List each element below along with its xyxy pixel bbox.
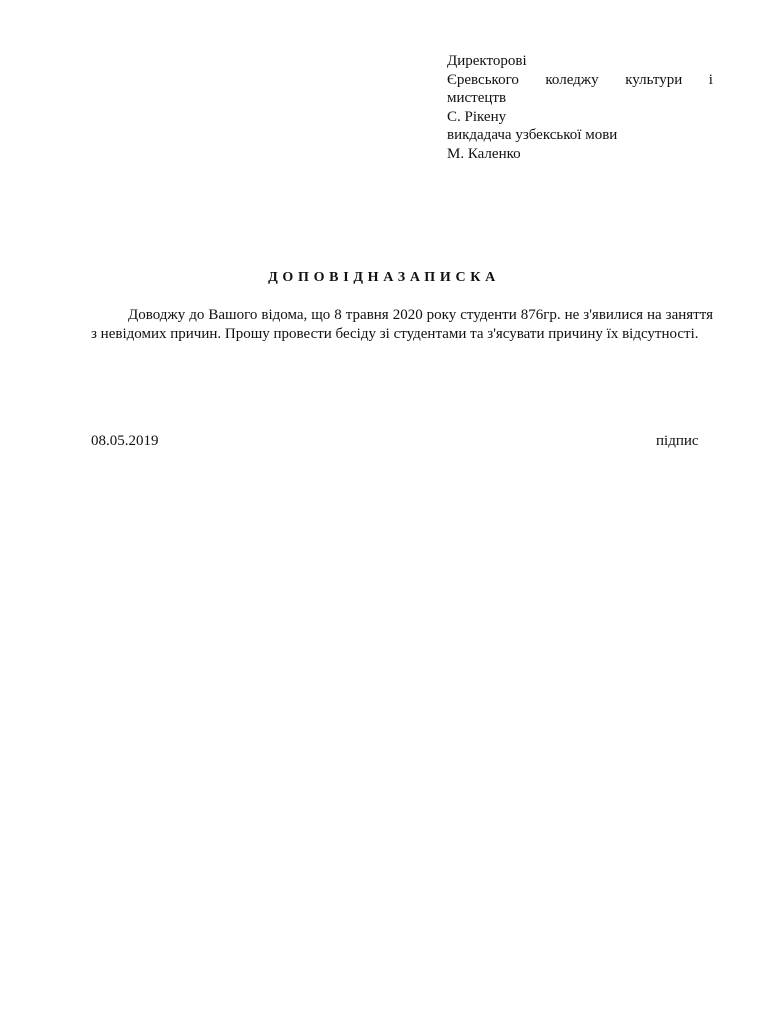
addressee-line-5: викдадача узбекської мови <box>447 127 618 143</box>
addressee-line-2-word: і <box>708 71 713 88</box>
addressee-line-2-word: коледжу <box>545 71 599 88</box>
addressee-line-1: Директорові <box>447 53 527 69</box>
addressee-line-2-word: культури <box>625 71 683 88</box>
memo-body: Доводжу до Вашого відома, що 8 травня 2020 року студенти 876гр. не з'явилися на заняття з невідомих причин. Прошу провести бесіду зі студентами та з'ясувати причину їх відсутності. <box>91 307 713 342</box>
memo-date: 08.05.2019 <box>91 433 159 449</box>
addressee-line-2 <box>447 71 713 90</box>
document-title: ДОПОВІДНАЗАПИСКА <box>268 270 500 285</box>
addressee-line-3: мистецтв <box>447 90 507 106</box>
addressee-line-2-word: Єревського <box>447 71 519 88</box>
addressee-block <box>447 52 713 163</box>
addressee-line-4: С. Рікену <box>447 108 507 125</box>
signature-label: підпис <box>656 433 699 449</box>
addressee-line-6: М. Каленко <box>447 145 521 162</box>
